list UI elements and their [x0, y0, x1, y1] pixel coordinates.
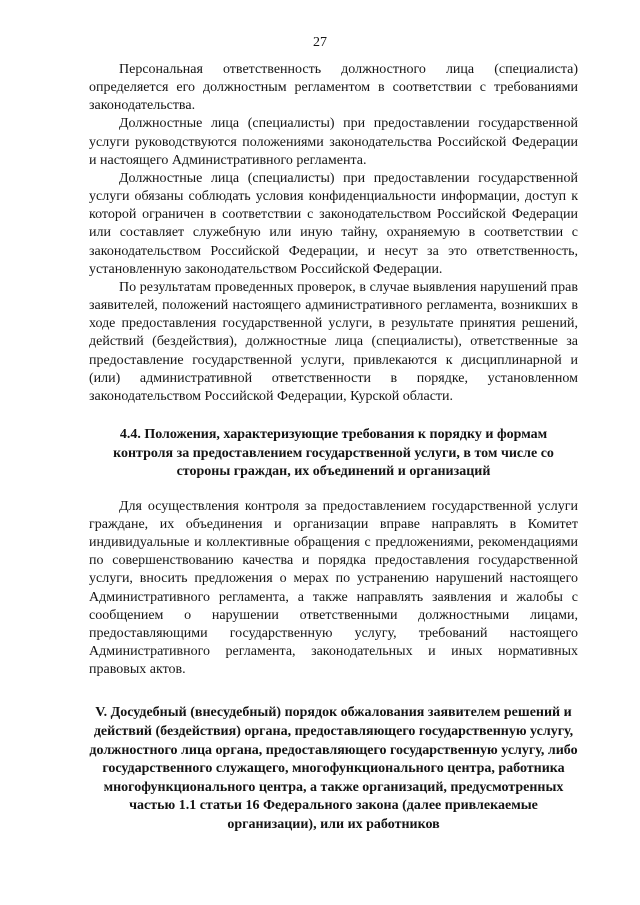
section-5-heading: V. Досудебный (внесудебный) порядок обжалования заявителем решений и действий (бездействия) органа, предоставляющего государственную услугу, должностного лица органа, предоставляющего государственную услугу, либо государственного служащего, многофункционального центра, работника многофункционального центра, а также организаций, предусмотренных частью 1.1 статьи 16 Федерального закона (далее привлекаемые организации), или их работников	[89, 705, 578, 832]
spacer	[89, 482, 578, 498]
page-content	[89, 61, 578, 834]
page-number: 27	[313, 35, 327, 50]
paragraph-confidentiality: Должностные лица (специалисты) при предоставлении государственной услуги обязаны соблюдать условия конфиденциальности информации, доступ к которой ограничен в соответствии с законодательством Российской Федерации или составляет служебную или иную тайну, охраняемую в соответствии с законодательством Российской Федерации, и несут за это ответственность, установленную законодательством Российской Федерации.	[89, 170, 578, 277]
paragraph-inspection-results: По результатам проведенных проверок, в случае выявления нарушений прав заявителей, положений настоящего административного регламента, возникших в ходе предоставления государственной услуги, в результате принятия решений, действий (бездействия), должностные лица (специалисты), ответственные за предоставление государственной услуги, привлекаются к дисциплинарной и (или) административной ответственности в порядке, установленном законодательством Российской Федерации, Курской области.	[89, 279, 578, 404]
section-4-4-body: Для осуществления контроля за предоставлением государственной услуги граждане, их объединения и организации вправе направлять в Комитет индивидуальные и коллективные обращения с предложениями, рекомендациями по совершенствованию качества и порядка предоставления государственной услуги, вносить предложения о мерах по устранению нарушений настоящего Административного регламента, а также направлять заявления и жалобы с сообщением о нарушении ответственными должностными лицами, предоставляющими государственную услугу, требований настоящего Административного регламента, законодательных и иных нормативных правовых актов.	[89, 498, 578, 678]
section-4-4-heading: 4.4. Положения, характеризующие требования к порядку и формам контроля за предоставлением государственной услуги, в том числе со стороны граждан, их объединений и организаций	[113, 426, 554, 480]
paragraph-personal-responsibility: Персональная ответственность должностного лица (специалиста) определяется его должностным регламентом в соответствии с требованиями законодательства.	[89, 62, 578, 114]
spacer	[89, 406, 578, 426]
paragraph-officials-guidance: Должностные лица (специалисты) при предоставлении государственной услуги руководствуются положениями законодательства Российской Федерации и настоящего Административного регламента.	[89, 116, 578, 168]
spacer	[89, 679, 578, 704]
